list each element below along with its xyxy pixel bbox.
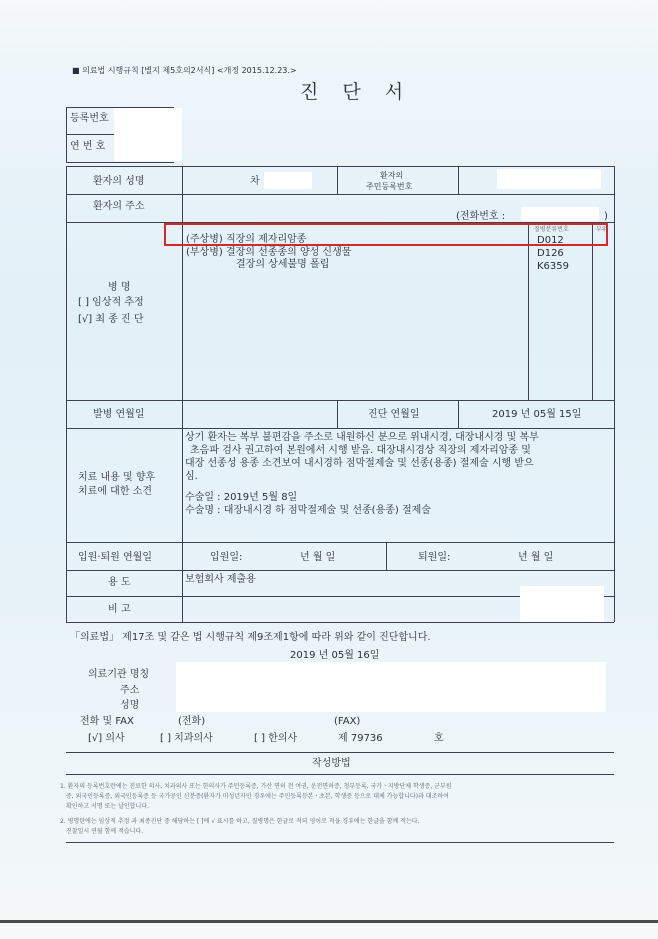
contact-label: 전화 및 FAX: [80, 716, 134, 727]
admission-in-label: 입원일:: [210, 552, 243, 563]
registration-number-label: 등록번호: [70, 113, 109, 124]
instructions-title-line: [66, 774, 614, 775]
resident-id-label-2: 주민등록번호: [366, 182, 413, 191]
phone-close-paren: ): [604, 211, 608, 222]
date-divider-2: [458, 400, 459, 428]
form-reference: ■ 의료법 시행규칙 [별지 제5호의2서식] <개정 2015.12.23.>: [72, 66, 297, 75]
admission-out-label: 퇴원일:: [418, 552, 451, 563]
purpose-value: 보험회사 제출용: [185, 574, 256, 585]
instruction-1-line-3: 확인하고 서명 또는 날인합니다.: [66, 803, 149, 810]
redacted-phone: [521, 207, 599, 221]
signature-label: 성명: [120, 700, 140, 711]
clinical-estimate-option: [ ] 임상적 추정: [78, 297, 144, 308]
certification-statement: 「의료법」 제17조 및 같은 법 시행규칙 제9조제1항에 따라 위와 같이 진단합니다.: [70, 632, 431, 643]
table-left-border: [66, 166, 67, 622]
phone-number-label: (전화번호 :: [456, 211, 506, 222]
disease-code-2: D126: [537, 248, 564, 259]
institution-name-label: 의료기관 명칭: [88, 669, 150, 680]
admission-divider: [386, 542, 387, 570]
instruction-2-line-2: 진찰일시 연월 함께 적습니다.: [66, 828, 144, 835]
main-diagnosis: (주상병) 직장의 제자리암종: [186, 234, 307, 245]
instruction-1-line-2: 증, 외국인등록증, 외국인등록증 등 국가공인 신분증(환자가 미성년자인 경우에는 주민등록등본ㆍ초본, 학생증 등으로 대체 가능합니다)과 대조하여: [66, 793, 449, 800]
admission-in-date: 년 월 일: [300, 552, 336, 563]
instructions-bottom-line: [66, 842, 614, 843]
opinion-label-1: 치료 내용 및 향후: [78, 472, 156, 483]
serial-number-label: 연 번 호: [70, 141, 106, 152]
redacted-registration: [114, 108, 182, 161]
patient-address-label: 환자의 주소: [93, 201, 145, 212]
disease-code-header: 질병분류번호: [534, 226, 569, 233]
row-line-name: [66, 194, 614, 195]
final-diagnosis-option: [√] 최 종 진 단: [78, 314, 144, 325]
opinion-line-1: 상기 환자는 복부 불편감을 주소로 내원하신 분으로 위내시경, 대장내시경 및 복부: [185, 432, 539, 443]
resident-id-label-1: 환자의: [380, 171, 404, 180]
sub-diagnosis-2: 결장의 상세불명 폴립: [236, 259, 330, 270]
license-number: 제 79736: [338, 733, 383, 744]
table-top-border: [66, 166, 614, 167]
sub-diagnosis-1: (부상병) 결장의 선종종의 양성 신생물: [186, 247, 352, 258]
row-line-disease: [66, 400, 614, 401]
onset-date-label: 발병 연월일: [93, 409, 145, 420]
reg-box-bottom: [66, 162, 174, 163]
diagnosis-date-label: 진단 연월일: [368, 409, 420, 420]
opinion-line-2: 초음파 검사 권고하여 본원에서 시행 받음. 대장내시경상 직장의 제자리암종 및: [190, 445, 531, 456]
main-diagnosis-highlight: [164, 223, 608, 246]
redacted-stamp: [520, 586, 604, 622]
name-divider-2: [458, 166, 459, 194]
code-column-divider: [528, 222, 529, 400]
date-divider-1: [337, 400, 338, 428]
instruction-1-line-1: 1. 환자의 등록번호란에는 진료한 의사, 치과의사 또는 한의사가 주민등록증, 가산 면허 전 여권, 운전면허증, 청부등록, 국가ㆍ지방단체 학생증, 군부원: [60, 783, 452, 790]
disease-code-1: D012: [537, 235, 564, 246]
redacted-institution: [176, 662, 606, 712]
license-suffix: 호: [434, 733, 444, 744]
doctor-option: [√] 의사: [88, 733, 125, 744]
row-line-dates: [66, 428, 614, 429]
disease-extra-header: 부위: [596, 226, 608, 233]
diagnosis-date-value: 2019 년 05월 15일: [492, 409, 582, 420]
patient-name-value: 차: [250, 176, 260, 187]
oriental-doctor-option: [ ] 한의사: [254, 733, 298, 744]
certification-date: 2019 년 05월 16일: [290, 650, 380, 661]
row-line-opinion: [66, 542, 614, 543]
instruction-2-line-1: 2. 병명란에는 임상적 추정 과 최종진단 중 해당하는 [ ]에 √ 표시를 하고, 질병명은 한글로 적되 영어로 적을 경우에는 한글을 함께 적는다.: [60, 818, 420, 825]
institution-address-label: 주소: [120, 685, 140, 696]
table-bottom-border: [66, 622, 614, 623]
admission-label: 입원·퇴원 연월일: [78, 552, 152, 563]
surgery-date: 수술일 : 2019년 5월 8일: [185, 492, 298, 503]
scan-edge-line: [0, 920, 658, 923]
instructions-title: 작성방법: [312, 758, 351, 769]
phone-label: (전화): [178, 716, 206, 727]
extra-column-divider: [592, 222, 593, 400]
row-line-admission: [66, 570, 614, 571]
table-right-border: [614, 166, 615, 622]
name-divider-1: [337, 166, 338, 194]
disease-label: 병 명: [108, 282, 131, 293]
opinion-label-2: 치료에 대한 소견: [78, 486, 152, 497]
opinion-line-4: 심.: [185, 471, 198, 482]
disease-code-3: K6359: [537, 261, 570, 272]
redacted-name: [264, 172, 312, 189]
redacted-resident-id: [497, 169, 601, 189]
instructions-top-line: [66, 752, 614, 753]
purpose-label: 용 도: [108, 577, 131, 588]
document-title: 진 단 서: [300, 81, 413, 103]
dentist-option: [ ] 치과의사: [160, 733, 213, 744]
remarks-label: 비 고: [108, 604, 131, 615]
patient-name-label: 환자의 성명: [93, 176, 145, 187]
fax-label: (FAX): [334, 716, 361, 727]
surgery-name: 수술명 : 대장내시경 하 점막절제술 및 선종(용종) 절제술: [185, 505, 431, 516]
admission-out-date: 년 월 일: [518, 552, 554, 563]
opinion-line-3: 대장 선종성 용종 소견보여 내시경하 점막절제술 및 선종(용종) 절제술 시행 받으: [185, 458, 534, 469]
